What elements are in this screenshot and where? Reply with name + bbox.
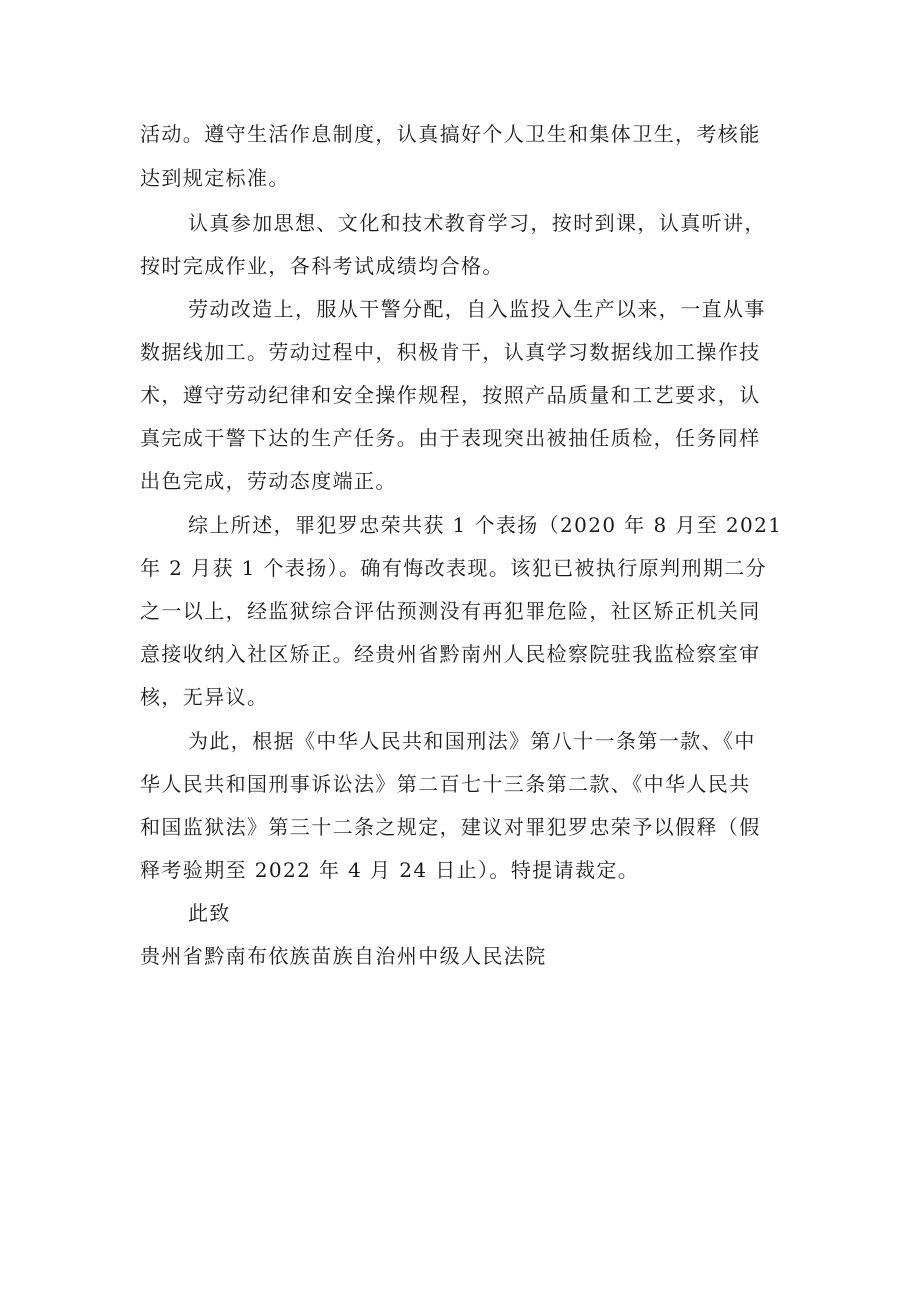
paragraph-line: 为此，根据《中华人民共和国刑法》第八十一条第一款、《中	[188, 729, 756, 753]
paragraph-line: 华人民共和国刑事诉讼法》第二百七十三条第二款、《中华人民共	[140, 772, 751, 796]
paragraph-line: 出色完成，劳动态度端正。	[140, 469, 397, 493]
paragraph-line: 之一以上，经监狱综合评估预测没有再犯罪危险，社区矫正机关同	[140, 599, 761, 623]
paragraph-line: 和国监狱法》第三十二条之规定，建议对罪犯罗忠荣予以假释（假	[140, 815, 761, 839]
addressee: 贵州省黔南布依族苗族自治州中级人民法院	[140, 944, 547, 968]
closing-salutation: 此致	[188, 901, 231, 925]
paragraph-line: 综上所述，罪犯罗忠荣共获 1 个表扬（2020 年 8 月至 2021	[188, 513, 783, 537]
paragraph-line: 达到规定标准。	[140, 166, 290, 190]
paragraph-line: 年 2 月获 1 个表扬）。确有悔改表现。该犯已被执行原判刑期二分	[140, 556, 768, 580]
paragraph-line: 数据线加工。劳动过程中，积极肯干，认真学习数据线加工操作技	[140, 340, 761, 364]
paragraph-line: 释考验期至 2022 年 4 月 24 日止）。特提请裁定。	[140, 858, 640, 882]
paragraph-line: 按时完成作业，各科考试成绩均合格。	[140, 254, 504, 278]
paragraph-line: 劳动改造上，服从干警分配，自入监投入生产以来，一直从事	[188, 297, 766, 321]
paragraph-line: 活动。遵守生活作息制度，认真搞好个人卫生和集体卫生，考核能	[140, 122, 761, 146]
paragraph-line: 意接收纳入社区矫正。经贵州省黔南州人民检察院驻我监检察室审	[140, 642, 761, 666]
paragraph-line: 认真参加思想、文化和技术教育学习，按时到课，认真听讲，	[188, 211, 766, 235]
paragraph-line: 核，无异议。	[140, 685, 269, 709]
paragraph-line: 术，遵守劳动纪律和安全操作规程，按照产品质量和工艺要求，认	[140, 383, 761, 407]
paragraph-line: 真完成干警下达的生产任务。由于表现突出被抽任质检，任务同样	[140, 426, 761, 450]
